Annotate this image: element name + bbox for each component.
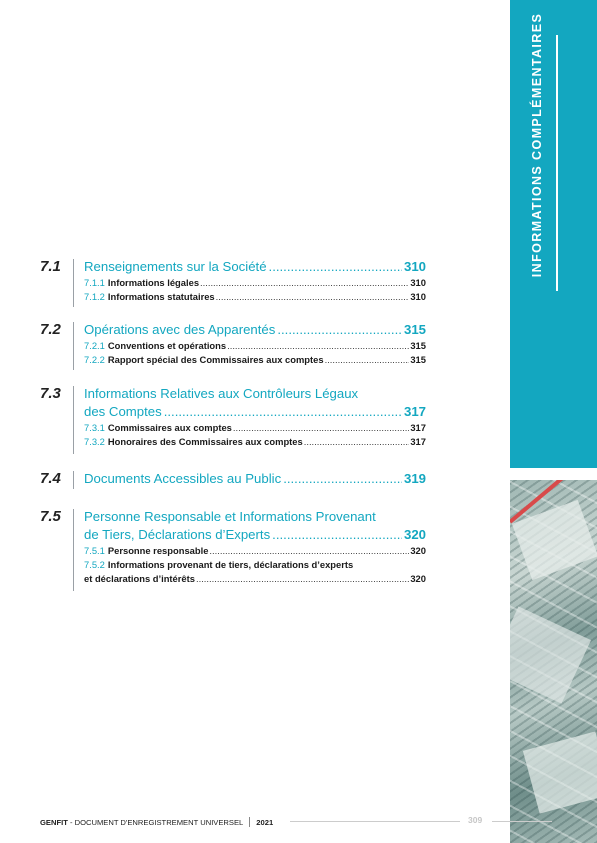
footer-separator xyxy=(249,817,250,827)
sub-number: 7.3.1 xyxy=(84,422,105,433)
footer-doc: - DOCUMENT D'ENREGISTREMENT UNIVERSEL xyxy=(67,817,244,827)
sub-page: 317 xyxy=(410,436,426,447)
sub-page: 310 xyxy=(410,291,426,302)
dot-leader xyxy=(216,290,410,304)
section-number: 7.4 xyxy=(40,470,61,487)
entry-title: Opérations avec des Apparentés xyxy=(84,322,276,337)
dot-leader xyxy=(233,421,409,435)
section-divider xyxy=(73,259,74,307)
entry-page: 319 xyxy=(403,471,426,486)
sub-title-line-2: et déclarations d’intérêts xyxy=(84,573,195,584)
sub-title: Informations statutaires xyxy=(107,291,215,302)
dot-leader xyxy=(272,526,402,544)
toc-entry-7-5-2-line-1[interactable] xyxy=(84,558,426,572)
footer-year: 2021 xyxy=(256,817,274,827)
sub-number: 7.5.1 xyxy=(84,545,105,556)
entry-page: 317 xyxy=(403,404,426,419)
footer-doc-title xyxy=(40,818,243,827)
sub-number: 7.2.2 xyxy=(84,354,105,365)
sub-title-line-1: Informations provenant de tiers, déclarations d’experts xyxy=(107,559,354,570)
page-footer xyxy=(40,815,510,829)
sub-title: Informations légales xyxy=(107,277,200,288)
dot-leader xyxy=(325,353,410,367)
section-divider xyxy=(73,471,74,489)
toc-entry-7-2-2[interactable] xyxy=(84,353,426,367)
section-divider xyxy=(73,322,74,370)
section-number: 7.1 xyxy=(40,258,61,275)
toc-entry-7-1[interactable] xyxy=(84,258,426,276)
sub-number: 7.2.1 xyxy=(84,340,105,351)
sidebar-rule xyxy=(556,35,558,291)
sub-number: 7.5.2 xyxy=(84,559,105,570)
section-body xyxy=(84,258,426,304)
entry-title-line-2: des Comptes xyxy=(84,404,162,419)
books-photo xyxy=(510,480,597,843)
toc-entry-7-3[interactable] xyxy=(84,403,426,421)
sub-title: Commissaires aux comptes xyxy=(107,422,232,433)
section-divider xyxy=(73,386,74,454)
section-body xyxy=(84,470,426,488)
dot-leader xyxy=(277,321,402,339)
toc-entry-7-2-1[interactable] xyxy=(84,339,426,353)
sub-number: 7.3.2 xyxy=(84,436,105,447)
section-divider xyxy=(73,509,74,591)
toc-entry-7-5[interactable] xyxy=(84,526,426,544)
dot-leader xyxy=(269,258,402,276)
sub-page: 310 xyxy=(410,277,426,288)
entry-title: Renseignements sur la Société xyxy=(84,259,267,274)
entry-title-line-2: de Tiers, Déclarations d’Experts xyxy=(84,527,271,542)
sidebar-title-text: INFORMATIONS COMPLÉMENTAIRES xyxy=(530,12,544,278)
sub-page: 315 xyxy=(410,340,426,351)
sub-page: 315 xyxy=(410,354,426,365)
toc-entry-7-2[interactable] xyxy=(84,321,426,339)
toc-entry-7-3-2[interactable] xyxy=(84,435,426,449)
dot-leader xyxy=(209,544,409,558)
footer-rule xyxy=(492,821,552,822)
entry-page: 320 xyxy=(403,527,426,542)
section-body xyxy=(84,508,426,586)
entry-page: 310 xyxy=(403,259,426,274)
sub-page: 320 xyxy=(410,545,426,556)
sub-title: Personne responsable xyxy=(107,545,209,556)
sub-title: Rapport spécial des Commissaires aux comptes xyxy=(107,354,324,365)
dot-leader xyxy=(227,339,409,353)
toc-entry-7-1-2[interactable] xyxy=(84,290,426,304)
section-body xyxy=(84,385,426,449)
sub-number: 7.1.2 xyxy=(84,291,105,302)
entry-page: 315 xyxy=(403,322,426,337)
dot-leader xyxy=(200,276,409,290)
dot-leader xyxy=(164,403,402,421)
sub-page: 320 xyxy=(410,573,426,584)
dot-leader xyxy=(196,572,409,586)
footer-rule xyxy=(290,821,460,822)
sub-title: Honoraires des Commissaires aux comptes xyxy=(107,436,303,447)
dot-leader xyxy=(283,470,402,488)
entry-title: Documents Accessibles au Public xyxy=(84,471,282,486)
sub-number: 7.1.1 xyxy=(84,277,105,288)
photo-page-shape xyxy=(510,606,591,703)
toc-entry-7-3-1[interactable] xyxy=(84,421,426,435)
section-number: 7.2 xyxy=(40,321,61,338)
sub-page: 317 xyxy=(410,422,426,433)
toc-entry-7-5-2[interactable] xyxy=(84,572,426,586)
entry-title-line-1[interactable]: Personne Responsable et Informations Provenant xyxy=(84,509,376,524)
page-number: 309 xyxy=(468,815,483,825)
toc-entry-7-1-1[interactable] xyxy=(84,276,426,290)
section-body xyxy=(84,321,426,367)
footer-company: GENFIT xyxy=(40,817,68,827)
dot-leader xyxy=(304,435,410,449)
section-number: 7.5 xyxy=(40,508,61,525)
toc-entry-7-4[interactable] xyxy=(84,470,426,488)
section-number: 7.3 xyxy=(40,385,61,402)
photo-page-shape xyxy=(523,731,597,813)
entry-title-line-1[interactable]: Informations Relatives aux Contrôleurs Légaux xyxy=(84,386,359,401)
toc-entry-7-5-1[interactable] xyxy=(84,544,426,558)
sub-title: Conventions et opérations xyxy=(107,340,227,351)
